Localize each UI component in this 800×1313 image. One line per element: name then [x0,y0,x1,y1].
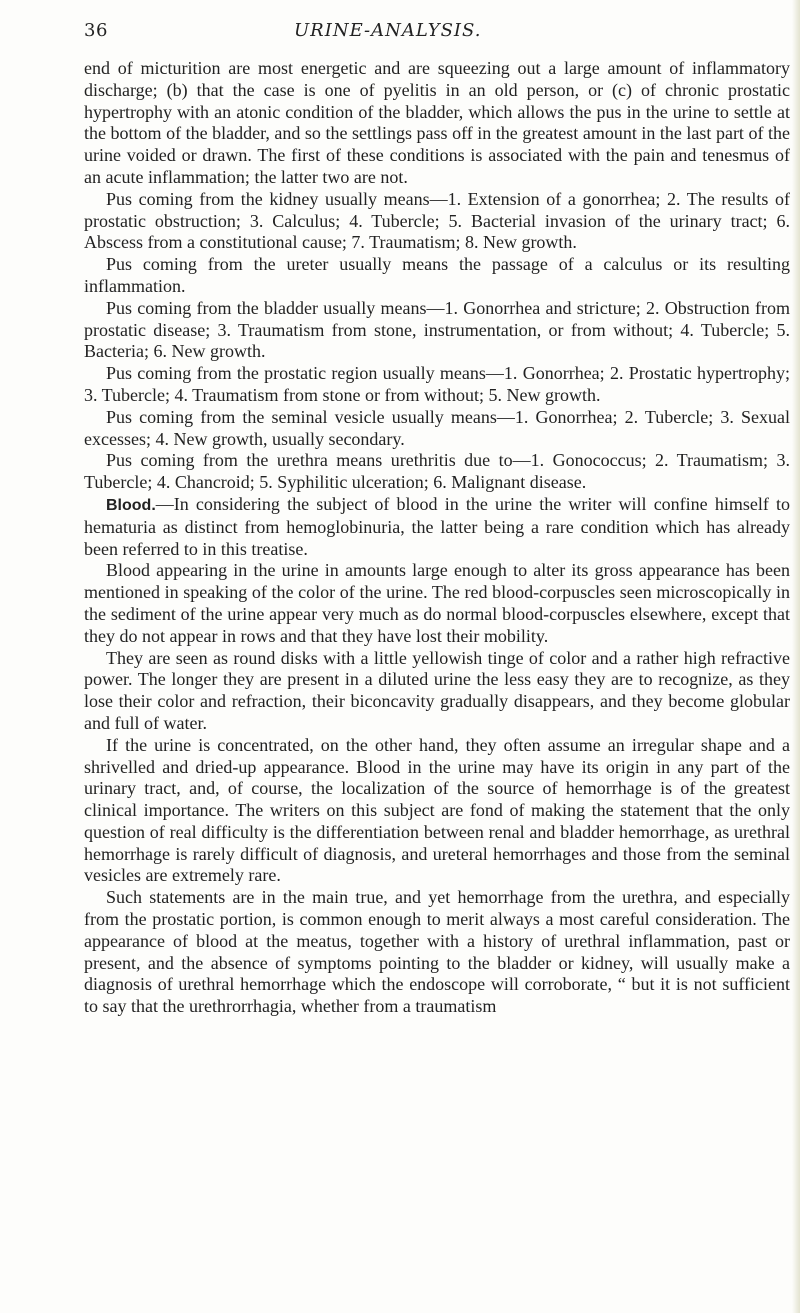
body-text [84,58,790,1018]
paragraph: Pus coming from the ureter usually means the passage of a calculus or its resulting inflammation. [84,254,790,296]
running-head: URINE-ANALYSIS. [294,20,482,41]
paragraph: end of micturition are most energetic and are squeezing out a large amount of inflammatory discharge; (b) that the case is one of pyelitis in an old person, or (c) of chronic prostatic hypertrophy with an atonic condition of the bladder, which allows the pus in the urine to settle at the bottom of the bladder, and so the settlings pass off in the greatest amount in the last part of the urine voided or drawn. The first of these conditions is associated with the pain and tenesmus of an acute inflammation; the latter two are not. [84,58,790,187]
page-edge-shadow [792,0,800,1313]
paragraph: Pus coming from the kidney usually means—1. Extension of a gonorrhea; 2. The results of prostatic obstruction; 3. Calculus; 4. Tubercle; 5. Bacterial invasion of the urinary tract; 6. Abscess from a constitutional cause; 7. Traumatism; 8. New growth. [84,188,790,253]
paragraph: If the urine is concentrated, on the other hand, they often assume an irregular shape and a shrivelled and dried-up appearance. Blood in the urine may have its origin in any part of the urinary tract, and, of course, the localization of the source of hemorrhage is of the greatest clinical importance. The writers on this subject are fond of making the statement that the only question of real difficulty is the differentiation between renal and bladder hemorrhage, as urethral hemorrhage is rarely difficult of diagnosis, and ureteral hemorrhages and those from the seminal vesicles are extremely rare. [84,734,790,886]
paragraph-blood [84,494,790,560]
section-heading: Blood. [106,496,156,514]
paragraph: Pus coming from the prostatic region usually means—1. Gonorrhea; 2. Prostatic hypertrophy; 3. Tubercle; 4. Traumatism from stone or from without; 5. New growth. [84,363,790,405]
page-number: 36 [84,20,108,41]
paragraph: Such statements are in the main true, and yet hemorrhage from the urethra, and especially from the prostatic portion, is common enough to merit always a most careful consideration. The appearance of blood at the meatus, together with a history of urethral inflammation, past or present, and the absence of symptoms pointing to the bladder or kidney, will usually make a diagnosis of urethral hemorrhage which the endoscope will corroborate, “ but it is not sufficient to say that the urethrorrhagia, whether from a traumatism [84,887,790,1017]
paragraph-text: —In considering the subject of blood in the urine the writer will confine himself to hematuria as distinct from hemoglobinuria, the latter being a rare condition which has already been referred to in this treatise. [84,493,790,559]
paragraph: Blood appearing in the urine in amounts large enough to alter its gross appearance has been mentioned in speaking of the color of the urine. The red blood-corpuscles seen microscopically in the sediment of the urine appear very much as do normal blood-corpuscles elsewhere, except that they do not appear in rows and that they have lost their mobility. [84,560,790,646]
paragraph: Pus coming from the seminal vesicle usually means—1. Gonorrhea; 2. Tubercle; 3. Sexual excesses; 4. New growth, usually secondary. [84,406,790,449]
paragraph: Pus coming from the bladder usually means—1. Gonorrhea and stricture; 2. Obstruction from prostatic disease; 3. Traumatism from stone, instrumentation, or from without; 4. Tubercle; 5. Bacteria; 6. New growth. [84,297,790,362]
page-header [84,20,800,50]
paragraph: Pus coming from the urethra means urethritis due to—1. Gonococcus; 2. Traumatism; 3. Tubercle; 4. Chancroid; 5. Syphilitic ulceration; 6. Malignant disease. [84,450,790,493]
paragraph: They are seen as round disks with a little yellowish tinge of color and a rather high refractive power. The longer they are present in a diluted urine the less easy they are to recognize, as they lose their color and refraction, their biconcavity gradually disappears, and they become globular and full of water. [84,647,790,733]
